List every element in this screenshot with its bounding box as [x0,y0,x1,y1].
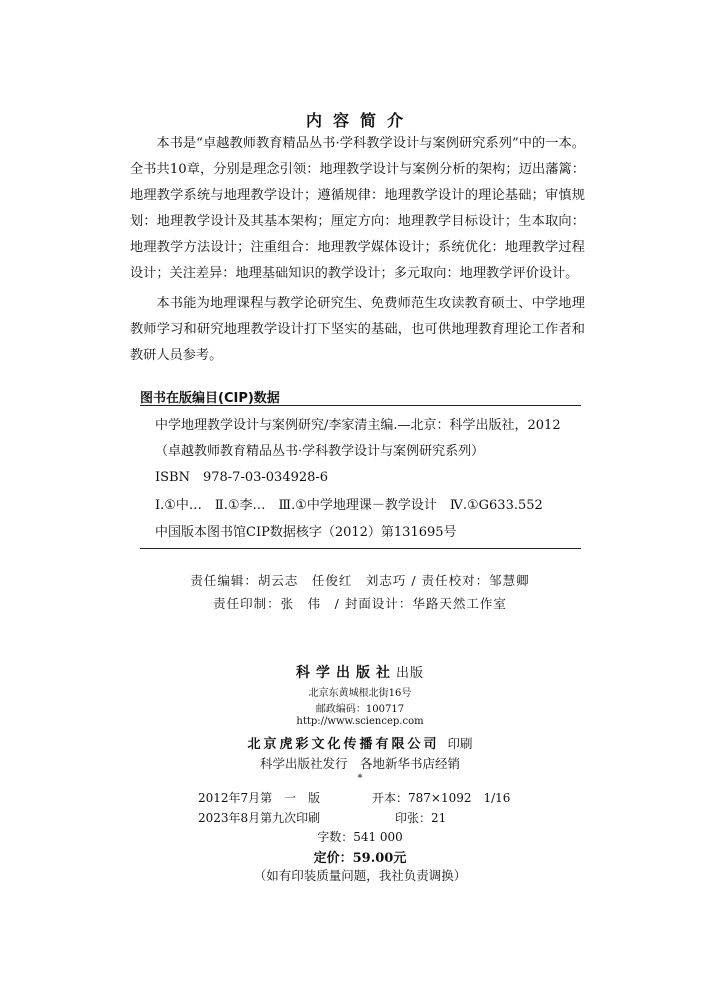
intro-paragraph-1: 本书是“卓越教师教育精品丛书·学科教学设计与案例研究系列”中的一本。全书共10章，分别是理念引领：地理教学设计与案例分析的架构；迈出藩篱：地理教学系统与地理教学设计；遵循规律：地理教学设计的理论基础；审慎规划：地理教学设计及其基本架构；厘定方向：地理教学目标设计；生本取向：地理教学方法设计；注重组合：地理教学媒体设计；系统优化：地理教学过程设计；关注差异：地理基础知识的教学设计；多元取向：地理教学评价设计。 [130,136,585,281]
cip-classification-line: Ⅰ.①中… Ⅱ.①李… Ⅲ.①中学地理课－教学设计 Ⅳ.①G633.552 [155,498,543,513]
cip-bottom-rule [140,548,581,549]
printer-name: 北京虎彩文化传播有限公司 [247,737,440,752]
printing-text: 2023年8月第九次印刷 [198,811,321,825]
credits-editors: 责任编辑：胡云志 任俊红 刘志巧 / 责任校对：邹慧卿 [190,573,530,588]
cip-title-line: 中学地理教学设计与案例研究/李家清主编.—北京：科学出版社，2012 [155,418,561,433]
word-count: 字数：541 000 [317,830,403,844]
publisher-postcode: 邮政编码：100717 [315,704,405,715]
publisher-suffix: 出版 [395,666,424,681]
credits-production: 责任印制：张 伟 / 封面设计：华路天然工作室 [213,596,507,611]
format-text: 开本：787×1092 1/16 [372,791,511,805]
cip-record-line: 中国版本图书馆CIP数据核字（2012）第131695号 [155,525,457,540]
cip-series-line: （卓越教师教育精品丛书·学科教学设计与案例研究系列） [155,444,485,459]
separator-star: * [357,773,363,784]
publisher-name: 科学出版社 [295,665,396,681]
intro-title: 内容简介 [305,111,414,130]
intro-paragraph-2: 本书能为地理课程与教学论研究生、免费师范生攻读教育硕士、中学地理教师学习和研究地理教学设计打下坚实的基础，也可供地理教育理论工作者和教研人员参考。 [130,296,585,363]
cip-isbn-line: ISBN 978-7-03-034928-6 [155,470,329,485]
distribution-line: 科学出版社发行 各地新华书店经销 [259,756,460,771]
quality-note: （如有印装质量问题，我社负责调换） [253,868,467,883]
cip-heading: 图书在版编目(CIP)数据 [140,391,280,406]
publisher-address: 北京东黄城根北街16号 [308,688,412,699]
publisher-line [0,662,720,682]
printer-line [0,733,720,752]
intro-summary [130,131,585,369]
printer-suffix: 印刷 [447,736,473,751]
edition-text: 2012年7月第 一 版 [198,791,321,805]
publisher-website: http://www.sciencep.com [296,716,424,727]
sheets-text: 印张：21 [395,811,447,825]
price: 定价：59.00元 [313,851,407,866]
cip-top-rule [140,405,581,406]
